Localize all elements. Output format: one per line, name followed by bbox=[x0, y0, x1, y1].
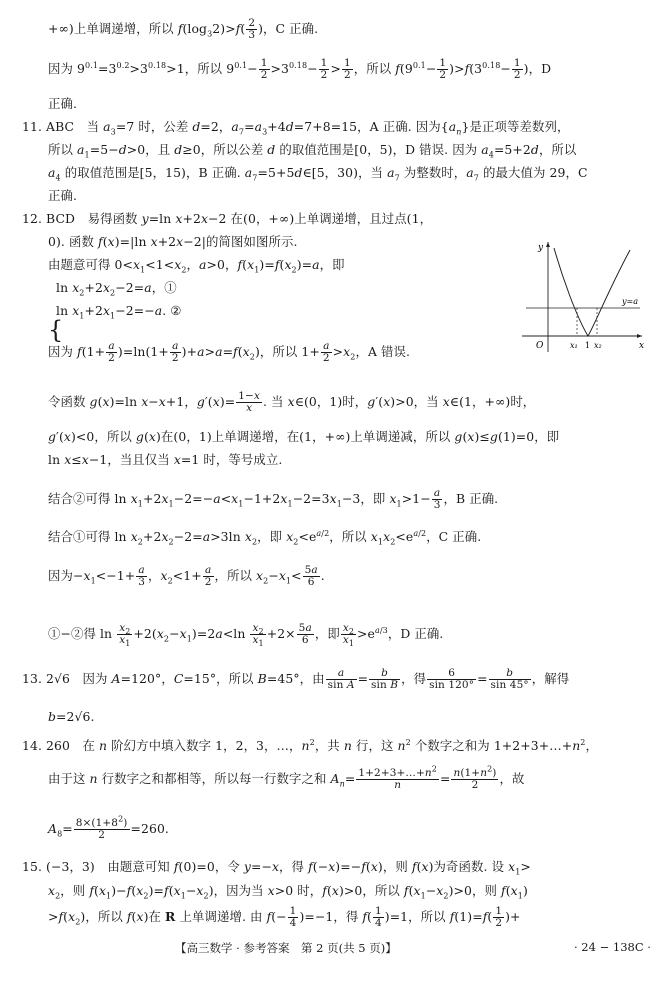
text-line-l1: +∞)上单调递增，所以 $f(\log_32)>f$( $\frac{2}{3}$ )，C 正确. bbox=[48, 17, 319, 41]
text-line-l28: $>f(x_2)$，所以 f(x)在 R 上单调递增. 由 f(− $\frac{1}{4}$ )=−1，得 f( $\frac{1}{4}$ )=1，所以 f(1)=f( $\frac{1}{2}$ )+ bbox=[48, 905, 521, 929]
text-line-l4: 11. ABC 当 $a_3=7$ 时，公差 d=2，$a_7=a_3+4d=7+8=15$，A 正确. 因为$\{a_n\}$是正项等差数列， bbox=[22, 119, 570, 137]
text-line-l3: 正确. bbox=[48, 96, 78, 111]
graph-x-label: x bbox=[639, 341, 645, 351]
text-line-l8: 12. BCD 易得函数 y=ln x+2x−2 在(0，+∞)上单调递增，且过点(1， bbox=[22, 211, 433, 226]
text-line-l9: 0). 函数 f(x)=|ln x+2x−2|的简图如图所示. bbox=[48, 234, 298, 249]
text-line-l22: b=2√6. bbox=[48, 709, 95, 724]
text-line-l2: 因为 $9^{0.1}=3^{0.2}>3^{0.18}>1$，所以 $9^{0.1}-$ $\frac{1}{2}$ $>3^{0.18}-$ $\frac{1}{2}$ > $\frac{1}{2}$ ，所以 $f(9^{0.1}-$ $\frac{1}{2}$ )$>f(3^{0.18}-$ $\frac{1}{2}$ )，D bbox=[48, 57, 552, 81]
text-line-l5: 所以 $a_1=5-d>0$，且 d≥0，所以公差 d 的取值范围是[0，5)，D 错误. 因为 $a_4=5+2d$，所以 bbox=[48, 142, 577, 160]
function-sketch bbox=[518, 236, 648, 356]
graph-one-label: 1 bbox=[585, 341, 591, 350]
footer-code: · 24 − 138C · bbox=[574, 940, 651, 954]
text-line-l24: 由于这 n 行数字之和都相等，所以每一行数字之和 $A_n=$ $\frac{1+2+3+\dots+n^2}{n}$ = $\frac{n(1+n^2)}{2}$ ，故 bbox=[48, 764, 525, 791]
graph-y-label: y bbox=[538, 243, 544, 253]
graph-x2-label: x₂ bbox=[594, 341, 602, 350]
text-line-l25: $A_8=$ $\frac{8\times(1+8^2)}{2}$ =260. bbox=[48, 814, 169, 841]
text-line-l15: g′(x)<0，所以 g(x)在(0，1)上单调递增，在(1，+∞)上单调递减，所以 g(x)≤g(1)=0，即 bbox=[48, 429, 560, 444]
curve-f bbox=[554, 248, 630, 336]
graph-x1-label: x₁ bbox=[570, 341, 578, 350]
text-line-l26: 15. (−3，3) 由题意可知 f(0)=0，令 y=−x，得 f(−x)=−f(x)，则 f(x)为奇函数. 设 $x_1>$ bbox=[22, 859, 531, 877]
text-line-l16: ln x≤x−1，当且仅当 x=1 时，等号成立. bbox=[48, 452, 283, 467]
text-line-l20: ①−②得 ln $\frac{x_2}{x_1}$ $+2(x_2-x_1)=2a<\ln$ $\frac{x_2}{x_1}$ +2× $\frac{5a}{6}$ ，即 $\frac{x_2}{x_1}$ $>e^{a/3}$，D 正确. bbox=[48, 622, 444, 649]
text-line-l13: 因为 f(1+ $\frac{a}{2}$ )=ln(1+ $\frac{a}{2}$ )$+a>a=f(x_2)$，所以 1+ $\frac{a}{2}$ $>x_2$，A 错误. bbox=[48, 340, 411, 364]
graph-origin-label: O bbox=[536, 341, 544, 351]
text-line-l23: 14. 260 在 n 阶幻方中填入数字 1，2，3，…，$n^2$，共 n 行，这 $n^2$ 个数字之和为 $1+2+3+\dots+n^2$， bbox=[22, 737, 598, 753]
text-line-l27: $x_2$，则 $f(x_1)-f(x_2)=f(x_1-x_2)$，因为当 x>0 时，f(x)>0，所以 $f(x_1-x_2)>0$，则 $f(x_1)$ bbox=[48, 883, 528, 901]
text-line-l11: $\ln x_2+2x_2-2=a$，① bbox=[56, 280, 177, 298]
equation-brace: { bbox=[48, 316, 64, 344]
footer-page-info: 【高三数学 · 参考答案 第 2 页(共 5 页)】 bbox=[175, 941, 397, 955]
text-line-l12: $\ln x_1+2x_1-2=-a$. ② bbox=[56, 303, 182, 321]
text-line-l18: 结合①可得 $\ln x_2+2x_2-2=a>3\ln$ $x_2$，即 $x_2<e^{a/2}$，所以 $x_1x_2<e^{a/2}$，C 正确. bbox=[48, 528, 482, 547]
text-line-l19: 因为$-x_1<-1+$ $\frac{a}{3}$ ，$x_2<1+$ $\frac{a}{2}$ ，所以 $x_2-x_1<$ $\frac{5a}{6}$ . bbox=[48, 564, 325, 588]
text-line-l6: $a_4$ 的取值范围是[5，15)，B 正确. $a_7=5+5d\in[5$，30)，当 $a_7$ 为整数时，$a_7$ 的最大值为 29，C bbox=[48, 165, 588, 183]
text-line-l14: 令函数 g(x)=ln x−x+1，g′(x)= $\frac{1-x}{x}$ . 当 x∈(0，1)时，g′(x)>0，当 x∈(1，+∞)时， bbox=[48, 390, 536, 414]
text-line-l7: 正确. bbox=[48, 188, 78, 203]
graph-line-label: y=a bbox=[622, 297, 638, 306]
text-line-l21: 13. 2√6 因为 A=120°，C=15°，所以 B=45°，由 $\frac{a}{\text{sin A}}$ = $\frac{b}{\text{sin B}}$ ，得 $\frac{6}{\sin 120^\circ}$ = $\frac{b}{\sin 45^\circ}$ ，解得 bbox=[22, 667, 570, 691]
y-axis-arrow bbox=[546, 242, 550, 247]
x-axis-arrow bbox=[637, 334, 642, 338]
text-line-l17: 结合②可得 $\ln x_1+2x_1-2=-a<x_1-1+2x_1-2=3x_1-3$，即 $x_1>1-$ $\frac{a}{3}$ ，B 正确. bbox=[48, 487, 499, 511]
text-line-l10: 由题意可得 $0<x_1<1<x_2$，a>0，$f(x_1)=f(x_2)=a$，即 bbox=[48, 257, 345, 275]
